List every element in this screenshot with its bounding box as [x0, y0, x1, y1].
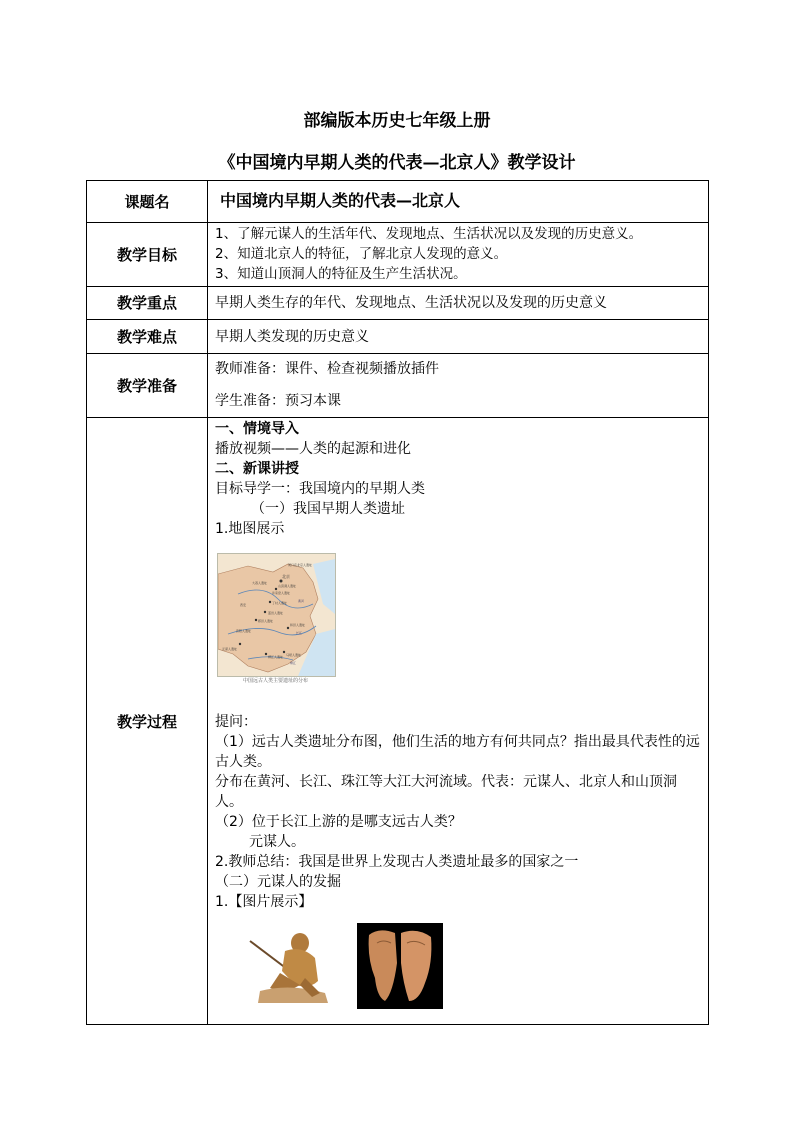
- row-divider: [87, 319, 708, 320]
- process-label: 教学过程: [116, 713, 177, 731]
- subheading: （一）我国早期人类遗址: [251, 501, 405, 517]
- goal-item: 1、了解元谋人的生活年代、发现地点、生活状况以及发现的历史意义。: [215, 226, 643, 242]
- map-label: 大荔人遗址: [252, 581, 268, 585]
- map-label: 黄河: [298, 599, 305, 603]
- paragraph: 1.【图片展示】: [215, 894, 313, 910]
- difficulty-label: 教学难点: [116, 328, 177, 346]
- paragraph: 目标导学一：我国境内的早期人类: [215, 481, 425, 497]
- map-caption: 中国远古人类主要遗址的分布: [242, 678, 308, 684]
- section-heading: 一、情境导入: [215, 421, 299, 437]
- map-label: 郧县人遗址: [258, 619, 274, 623]
- map-label: 和县人遗址: [290, 623, 306, 627]
- subheading: （二）元谋人的发掘: [215, 874, 341, 890]
- process-intro: [215, 419, 704, 539]
- column-divider: [207, 181, 208, 1024]
- goal-item: 2、知道北京人的特征，了解北京人发现的意义。: [215, 246, 508, 262]
- lesson-plan-table: [86, 180, 709, 1025]
- map-label: 周口店北京人遗址: [288, 563, 313, 567]
- goal-item: 3、知道山顶洞人的特征及生产生活状况。: [215, 266, 467, 282]
- paragraph: 播放视频——人类的起源和进化: [215, 441, 411, 457]
- map-label: 元谋人遗址: [222, 647, 238, 651]
- map-label: 珠江: [290, 661, 297, 665]
- paragraph: 2.教师总结：我国是世界上发现古人类遗址最多的国家之一: [215, 854, 579, 870]
- document-title: 部编版本历史七年级上册: [303, 111, 491, 131]
- map-label: 柳江人遗址: [268, 655, 284, 659]
- teacher-prep: 教师准备：课件、检查视频播放插件: [215, 361, 439, 377]
- answer: 元谋人。: [249, 834, 305, 850]
- ancient-sites-map: [217, 553, 336, 677]
- row-divider: [87, 417, 708, 418]
- answer: 分布在黄河、长江、珠江等大江大河流域。代表：元谋人、北京人和山顶洞人。: [215, 774, 677, 810]
- goals-list: [215, 224, 704, 284]
- key-label: 教学重点: [116, 294, 177, 312]
- row-divider: [87, 222, 708, 223]
- map-label: 长江: [296, 631, 303, 635]
- map-label: 许家窑人遗址: [272, 591, 291, 595]
- row-divider: [87, 353, 708, 354]
- map-label: 山顶洞人遗址: [278, 584, 297, 588]
- goals-label: 教学目标: [116, 246, 177, 264]
- prep-label: 教学准备: [116, 377, 177, 395]
- map-label: 蓝田人遗址: [268, 611, 284, 615]
- map-label: 马坝人遗址: [286, 653, 302, 657]
- paragraph: 提问：: [215, 714, 257, 730]
- question: （1）远古人类遗址分布图，他们生活的地方有何共同点？指出最具代表性的远古人类。: [215, 734, 700, 770]
- map-label: 西安: [240, 603, 247, 607]
- section-heading: 二、新课讲授: [215, 461, 299, 477]
- yuanmou-teeth-image: [357, 923, 443, 1009]
- key-content: 早期人类生存的年代、发现地点、生活状况以及发现的历史意义: [215, 295, 607, 311]
- student-prep: 学生准备：预习本课: [215, 393, 341, 409]
- document-subtitle: 《中国境内早期人类的代表—北京人》教学设计: [218, 153, 576, 173]
- map-label: 资阳人遗址: [236, 629, 252, 633]
- process-questions: [215, 712, 704, 912]
- row-divider: [87, 286, 708, 287]
- map-label: 丁村人遗址: [272, 601, 288, 605]
- topic-label: 课题名: [124, 193, 170, 211]
- paragraph: 1.地图展示: [215, 521, 285, 537]
- yuanmou-man-statue-image: [240, 923, 335, 1003]
- question: （2）位于长江上游的是哪支远古人类？: [215, 814, 462, 830]
- topic-content: 中国境内早期人类的代表—北京人: [220, 191, 461, 210]
- difficulty-content: 早期人类发现的历史意义: [215, 329, 369, 345]
- map-label: 北京: [282, 574, 290, 579]
